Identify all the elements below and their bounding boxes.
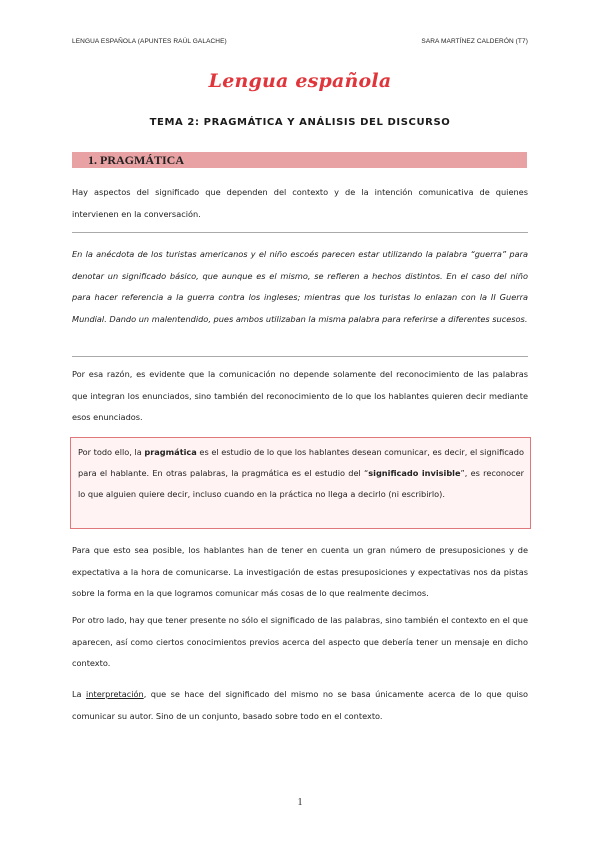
definition-paragraph	[78, 442, 524, 505]
definition-text-a: Por todo ello, la	[78, 447, 145, 457]
definition-text-e: ”, es reconocer lo que alguien quiere decir, incluso cuando en la práctica no llega a decirlo (ni escribirlo).	[78, 468, 524, 499]
header-left: LENGUA ESPAÑOLA (APUNTES RAÚL GALACHE)	[72, 38, 227, 45]
document-subtitle: TEMA 2: PRAGMÁTICA Y ANÁLISIS DEL DISCURSO	[149, 117, 451, 128]
definition-text-c: es el estudio de lo que los hablantes desean comunicar, es decir, el significado para el hablante. En otras palabras, la pragmática es el estudio del “	[78, 447, 524, 478]
divider-top	[72, 232, 528, 233]
paragraph-3: Por esa razón, es evidente que la comunicación no depende solamente del reconocimiento de las palabras que integran los enunciados, sino también del reconocimiento de lo que los hablantes quieren decir mediante esos enunciados.	[72, 369, 528, 422]
term-pragmatica: pragmática	[144, 447, 197, 457]
term-significado-invisible: significado invisible	[368, 468, 461, 478]
page-number: 1	[297, 797, 303, 808]
paragraph-6: Por otro lado, hay que tener presente no sólo el significado de las palabras, sino también el contexto en el que aparecen, así como ciertos conocimientos previos acerca del aspecto que debería tener un mensaje en dicho contexto.	[72, 615, 528, 668]
section-heading: 1. PRAGMÁTICA	[88, 153, 184, 167]
paragraph-anecdote: En la anécdota de los turistas americanos y el niño escoés parecen estar utilizando la palabra “guerra” para denotar un significado básico, que aunque es el mismo, se refieren a hechos distintos. En el caso del niño para hacer referencia a la guerra contra los ingleses; mientras que los turistas lo enlazan con la II Guerra Mundial. Dando un malentendido, pues ambos utilizaban la misma palabra para referirse a diferentes sucesos.	[72, 249, 528, 324]
document-title: Lengua española	[208, 70, 392, 92]
paragraph-7-text-a: La	[72, 689, 87, 699]
paragraph-7-text-c: , que se hace del significado del mismo no se basa únicamente acerca de lo que quiso comunicar su autor. Sino de un conjunto, basado sobre todo en el contexto.	[72, 689, 529, 721]
header-right: SARA MARTÍNEZ CALDERÓN (T7)	[421, 38, 528, 45]
divider-bottom	[72, 356, 528, 357]
paragraph-7	[72, 684, 528, 727]
paragraph-1: Hay aspectos del significado que dependen del contexto y de la intención comunicativa de quienes intervienen en la conversación.	[72, 187, 528, 219]
term-interpretacion: interpretación	[86, 689, 144, 699]
paragraph-5: Para que esto sea posible, los hablantes han de tener en cuenta un gran número de presuposiciones y de expectativa a la hora de comunicarse. La investigación de estas presuposiciones y expectativas nos da pistas sobre la forma en la que logramos comunicar más cosas de lo que realmente decimos.	[72, 545, 528, 598]
